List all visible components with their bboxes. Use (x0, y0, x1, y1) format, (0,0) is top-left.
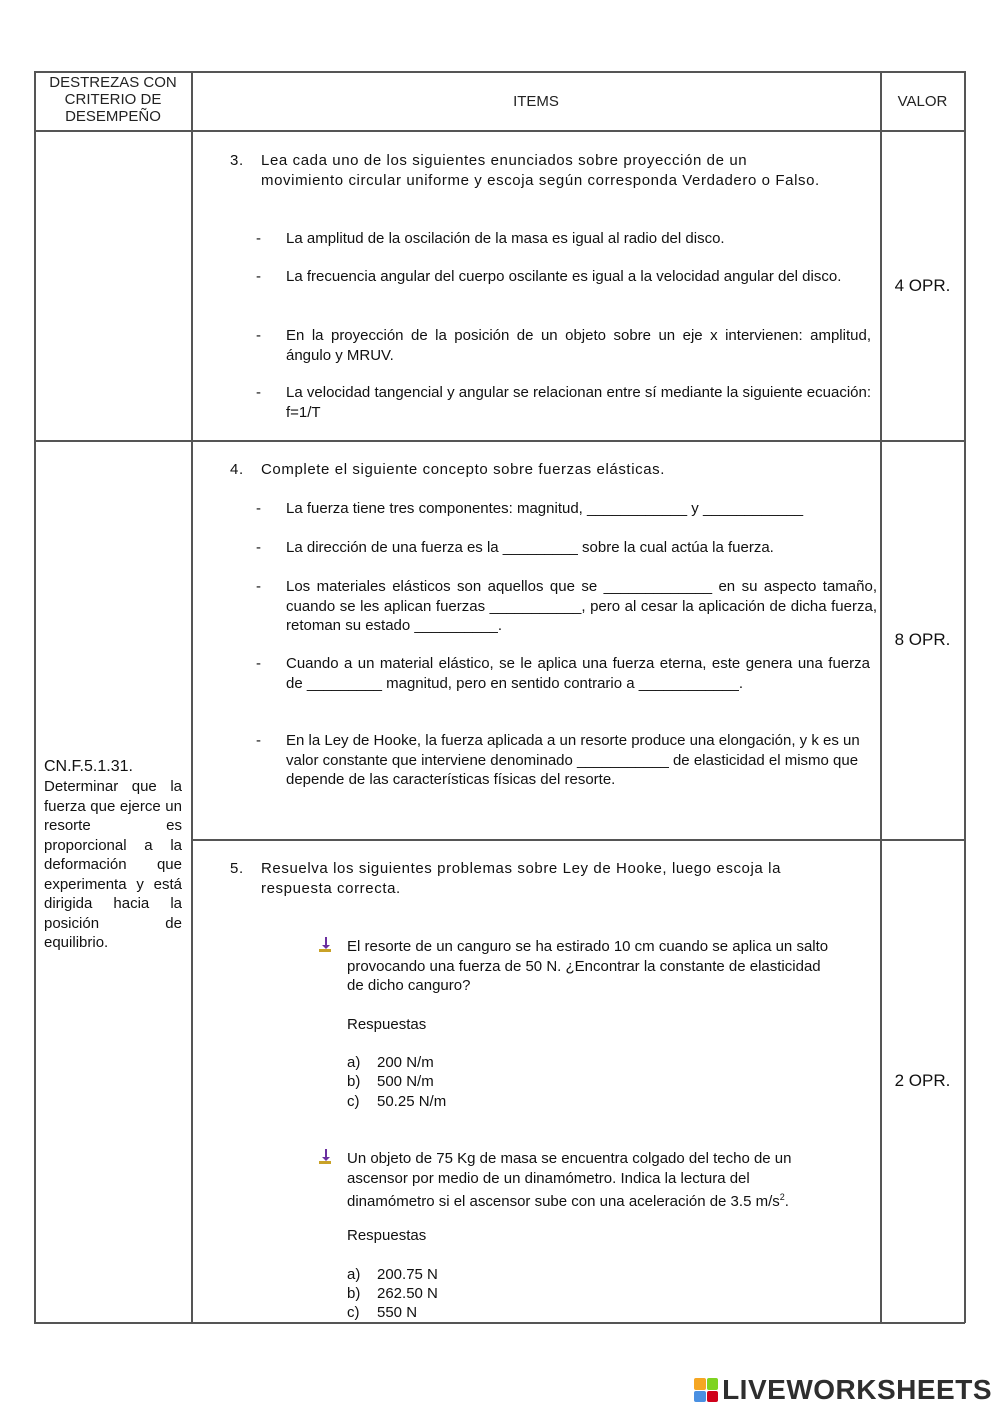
col-divider-1 (191, 71, 193, 1323)
q4-statement: - Los materiales elásticos son aquellos que se _____________ en su aspecto tamaño, cuando se les aplican fuerzas ___________, pero al cesar la aplicación de dicha fuerza, retoman su estado __________. (256, 578, 877, 634)
row-divider-1 (34, 440, 965, 442)
q3-statement: - La velocidad tangencial y angular se relacionan entre sí mediante la siguiente ecuación: f=1/T (256, 384, 871, 421)
table-border-bottom (34, 1322, 965, 1324)
answer-option: a) 200 N/m (347, 1054, 434, 1071)
q5-value: 2 OPR. (894, 1071, 951, 1090)
arrow-bullet-icon (316, 935, 336, 955)
arrow-bullet-icon (316, 1147, 336, 1167)
q4-statement: - En la Ley de Hooke, la fuerza aplicada a un resorte produce una elongación, y k es un valor constante que interviene denominado ___________ de elasticidad el mismo que depende de las características físicas del resorte. (256, 732, 860, 788)
col-divider-2 (880, 71, 882, 1323)
problem-1 (316, 937, 896, 996)
q4-value: 8 OPR. (894, 630, 951, 649)
question-number: 3. (230, 152, 244, 169)
q4-statement: - La fuerza tiene tres componentes: magnitud, ____________ y ____________ (256, 500, 804, 517)
table-border-top (34, 71, 965, 73)
answer-option: c) 50.25 N/m (347, 1093, 447, 1110)
problem-text: Un objeto de 75 Kg de masa se encuentra colgado del techo de un ascensor por medio de un dinamómetro. Indica la lectura del dinamómetro si el ascensor sube con una aceleración de 3.5 $m/s^2$. (347, 1150, 792, 1210)
answer-option: c) 550 N (347, 1304, 418, 1321)
header-divider (34, 130, 965, 132)
problem-2 (316, 1149, 876, 1212)
q4-statement: - Cuando a un material elástico, se le aplica una fuerza eterna, este genera una fuerza de _________ magnitud, pero en sentido contrario a ____________. (256, 655, 870, 692)
question-3 (230, 151, 830, 190)
skill-code: CN.F.5.1.31. (44, 758, 133, 775)
answers-label: Respuestas (347, 1227, 427, 1244)
question-number: 5. (230, 860, 244, 877)
answers-label: Respuestas (347, 1016, 427, 1033)
liveworksheets-logo-icon (694, 1378, 718, 1402)
skill-description: Determinar que la fuerza que ejerce un resorte es proporcional a la deformación que experimenta y está dirigida hacia la posición de equilibrio. (44, 778, 182, 951)
header-skills: DESTREZAS CON CRITERIO DE DESEMPEÑO (49, 74, 177, 125)
answer-option: b) 500 N/m (347, 1073, 434, 1090)
q3-statement: - La amplitud de la oscilación de la masa es igual al radio del disco. (256, 230, 725, 247)
q3-statement: - En la proyección de la posición de un objeto sobre un eje x intervienen: amplitud, ángulo y MRUV. (256, 327, 871, 364)
question-number: 4. (230, 461, 244, 478)
answer-option: b) 262.50 N (347, 1285, 438, 1302)
header-value: VALOR (897, 93, 948, 110)
answer-option: a) 200.75 N (347, 1266, 438, 1283)
table-border-right (964, 71, 966, 1323)
question-text: Resuelva los siguientes problemas sobre Ley de Hooke, luego escoja la respuesta correcta. (261, 860, 782, 897)
q4-statement: - La dirección de una fuerza es la _________ sobre la cual actúa la fuerza. (256, 539, 774, 556)
question-text: Lea cada uno de los siguientes enunciados sobre proyección de un movimiento circular uniforme y escoja según corresponda Verdadero o Falso. (261, 152, 820, 189)
row-divider-2 (192, 839, 965, 841)
q3-value: 4 OPR. (894, 276, 951, 295)
q3-statement: - La frecuencia angular del cuerpo oscilante es igual a la velocidad angular del disco. (256, 268, 842, 285)
question-5 (230, 859, 840, 898)
table-border-left (34, 71, 36, 1323)
watermark-text: LIVEWORKSHEETS (722, 1374, 992, 1405)
liveworksheets-watermark (694, 1375, 992, 1405)
question-4 (230, 460, 850, 480)
problem-text: El resorte de un canguro se ha estirado 10 cm cuando se aplica un salto provocando una fuerza de 50 N. ¿Encontrar la constante de elasticidad de dicho canguro? (347, 938, 829, 994)
header-items: ITEMS (513, 93, 559, 110)
question-text: Complete el siguiente concepto sobre fuerzas elásticas. (261, 461, 666, 478)
